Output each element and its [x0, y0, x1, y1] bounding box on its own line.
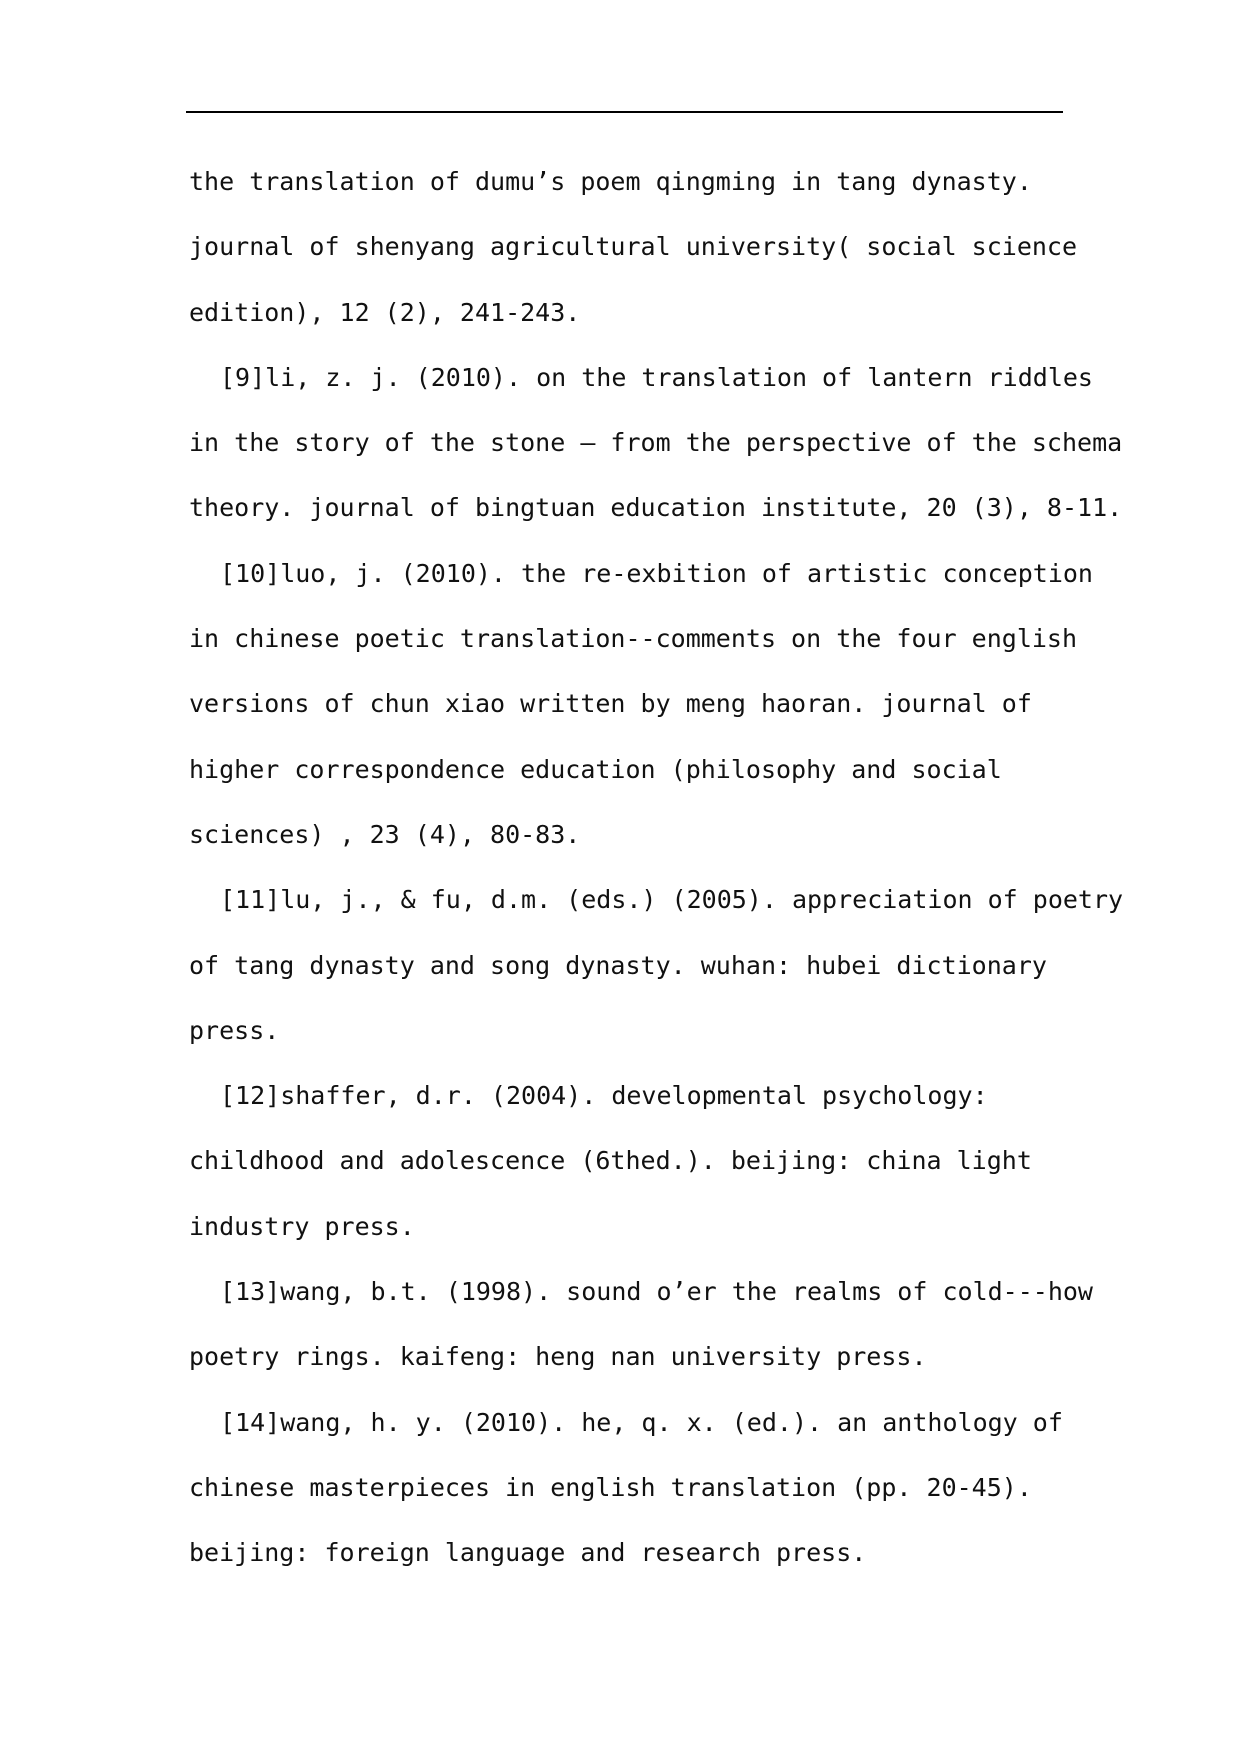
- reference-line: childhood and adolescence (6thed.). beijing: china light: [189, 1146, 1032, 1176]
- reference-entry-12: [12]shaffer, d.r. (2004). developmental psychology:: [220, 1081, 988, 1111]
- header-rule: [186, 111, 1063, 113]
- reference-line: higher correspondence education (philosophy and social: [189, 754, 1002, 784]
- reference-line: press.: [189, 1015, 280, 1045]
- reference-line: industry press.: [189, 1211, 415, 1241]
- reference-entry-13: [13]wang, b.t. (1998). sound o’er the realms of cold---how: [220, 1277, 1093, 1307]
- reference-line: poetry rings. kaifeng: heng nan university press.: [189, 1342, 927, 1372]
- reference-line: of tang dynasty and song dynasty. wuhan: hubei dictionary: [189, 950, 1047, 980]
- reference-line: beijing: foreign language and research press.: [189, 1538, 867, 1568]
- reference-entry-14: [14]wang, h. y. (2010). he, q. x. (ed.). an anthology of: [220, 1407, 1063, 1437]
- reference-line: in chinese poetic translation--comments on the four english: [189, 624, 1078, 654]
- reference-line: the translation of dumu’s poem qingming in tang dynasty.: [189, 167, 1032, 196]
- reference-entry-9: [9]li, z. j. (2010). on the translation of lantern riddles: [220, 362, 1093, 392]
- reference-line: theory. journal of bingtuan education institute, 20 (3), 8-11.: [189, 493, 1123, 523]
- reference-line: in the story of the stone – from the perspective of the schema: [189, 428, 1123, 458]
- reference-entry-11: [11]lu, j., & fu, d.m. (eds.) (2005). appreciation of poetry: [220, 885, 1124, 915]
- reference-entry-10: [10]luo, j. (2010). the re-exbition of artistic conception: [220, 558, 1093, 588]
- reference-line: versions of chun xiao written by meng haoran. journal of: [189, 689, 1032, 719]
- reference-list: [189, 149, 1124, 1586]
- reference-line: journal of shenyang agricultural university( social science: [189, 232, 1078, 262]
- reference-line: sciences) , 23 (4), 80-83.: [189, 819, 581, 849]
- reference-line: chinese masterpieces in english translation (pp. 20-45).: [189, 1472, 1032, 1502]
- reference-line: edition), 12 (2), 241-243.: [189, 297, 581, 327]
